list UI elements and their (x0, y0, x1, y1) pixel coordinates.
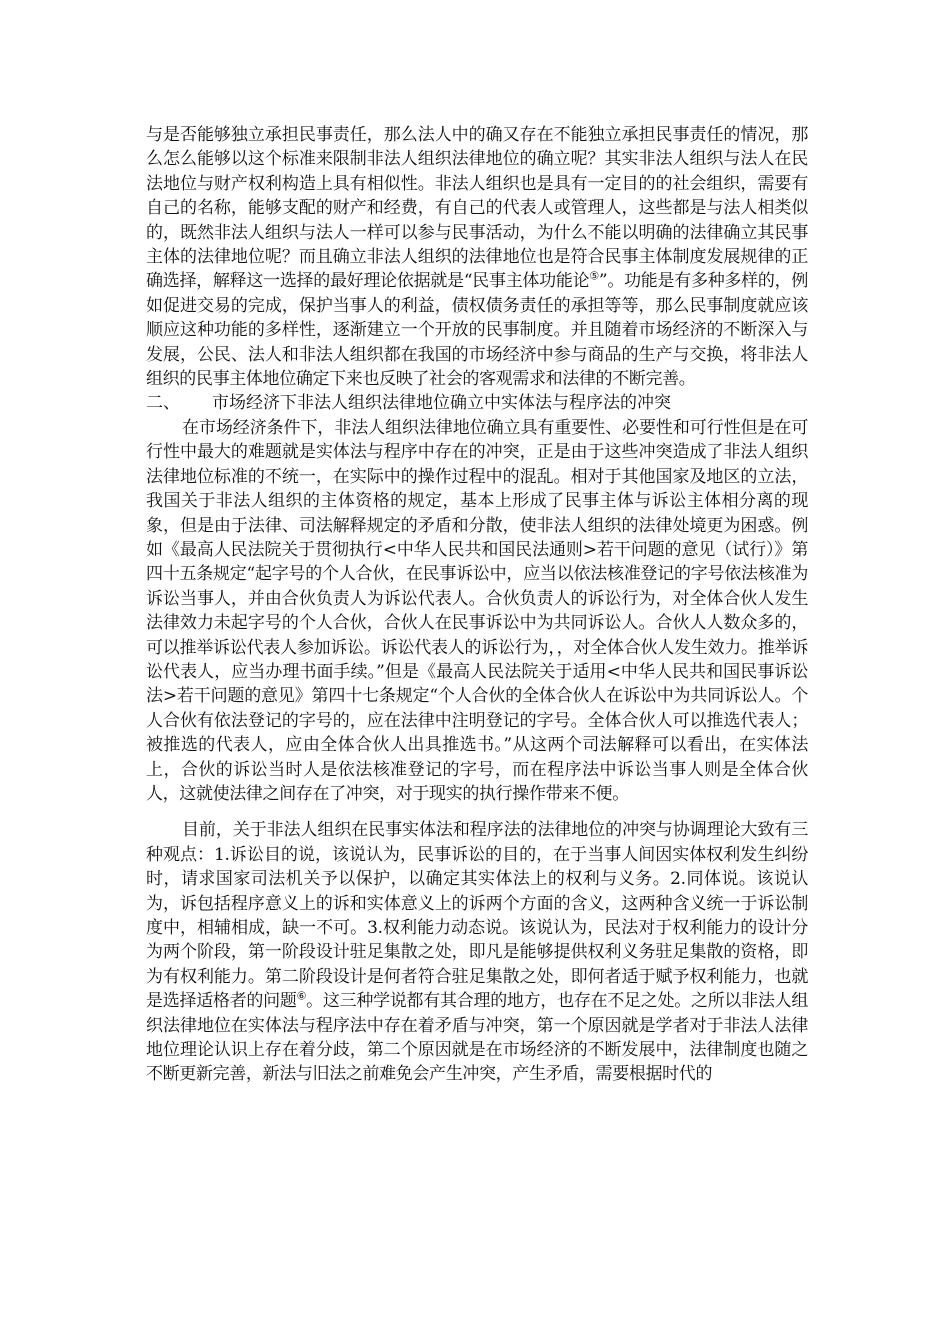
section-heading-2 (146, 391, 808, 415)
paragraph-3 (146, 818, 808, 1086)
paragraph-3-text-a: 目前，关于非法人组织在民事实体法和程序法的法律地位的冲突与协调理论大致有三种观点：1.诉讼目的说，该说认为，民事诉讼的目的，在于当事人间因实体权利发生纠纷时，请求国家司法机关予以保护，以确定其实体法上的权利与义务。2.同体说。该说认为，诉包括程序意义上的诉和实体意义上的诉两个方面的含义，这两种含义统一于诉讼制度中，相辅相成，缺一不可。3.权利能力动态说。该说认为，民法对于权利能力的设计分为两个阶段，第一阶段设计驻足集散之处，即凡是能够提供权利义务驻足集散的资格，即为有权利能力。第二阶段设计是何者符合驻足集散之处，即何者适于赋予权利能力，也就是选择适格者的问题 (146, 820, 808, 1012)
footnote-marker-5: ⑤ (589, 269, 599, 283)
paragraph-spacer (146, 806, 808, 818)
section-title: 市场经济下非法人组织法律地位确立中实体法与程序法的冲突 (212, 393, 671, 414)
section-number: 二、 (146, 393, 180, 414)
paragraph-1-text-a: 与是否能够独立承担民事责任，那么法人中的确又存在不能独立承担民事责任的情况，那么怎么能够以这个标准来限制非法人组织法律地位的确立呢？其实非法人组织与法人在民法地位与财产权利构造上具有相似性。非法人组织也是具有一定目的的社会组织，需要有自己的名称，能够支配的财产和经费，有自己的代表人或管理人，这些都是与法人相类似的，既然非法人组织与法人一样可以参与民事活动，为什么不能以明确的法律确立其民事主体的法律地位呢？而且确立非法人组织的法律地位也是符合民事主体制度发展规律的正确选择，解释这一选择的最好理论依据就是“民事主体功能论 (146, 125, 808, 292)
footnote-marker-6: ⑥ (296, 989, 307, 1003)
document-page (146, 123, 808, 1087)
paragraph-1-text-b: ”。功能是有多种多样的，例如促进交易的完成，保护当事人的利益，债权债务责任的承担等等，那么民事制度就应该顺应这种功能的多样性，逐渐建立一个开放的民事制度。并且随着市场经济的不断深入与发展，公民、法人和非法人组织都在我国的市场经济中参与商品的生产与交换，将非法人组织的民事主体地位确定下来也反映了社会的客观需求和法律的不断完善。 (146, 271, 808, 390)
paragraph-3-text-b: 。这三种学说都有其合理的地方，也存在不足之处。之所以非法人组织法律地位在实体法与程序法中存在着矛盾与冲突，第一个原因就是学者对于非法人法律地位理论认识上存在着分歧，第二个原因就是在市场经济的不断发展中，法律制度也随之不断更新完善，新法与旧法之前难免会产生冲突，产生矛盾，需要根据时代的 (146, 991, 808, 1085)
paragraph-2: 在市场经济条件下，非法人组织法律地位确立具有重要性、必要性和可行性但是在可行性中最大的难题就是实体法与程序中存在的冲突，正是由于这些冲突造成了非法人组织法律地位标准的不统一，在实际中的操作过程中的混乱。相对于其他国家及地区的立法，我国关于非法人组织的主体资格的规定，基本上形成了民事主体与诉讼主体相分离的现象，但是由于法律、司法解释规定的矛盾和分散，使非法人组织的法律处境更为困惑。例如《最高人民法院关于贯彻执行<中华人民共和国民法通则>若干问题的意见（试行）》第四十五条规定“起字号的个人合伙，在民事诉讼中，应当以依法核准登记的字号依法核准为诉讼当事人，并由合伙负责人为诉讼代表人。合伙负责人的诉讼行为，对全体合伙人发生法律效力未起字号的个人合伙，合伙人在民事诉讼中为共同诉讼人。合伙人人数众多的，可以推举诉讼代表人参加诉讼。诉讼代表人的诉讼行为，，对全体合伙人发生效力。推举诉讼代表人，应当办理书面手续。”但是《最高人民法院关于适用<中华人民共和国民事诉讼法>若干问题的意见》第四十七条规定“个人合伙的全体合伙人在诉讼中为共同诉讼人。个人合伙有依法登记的字号的，应在法律中注明登记的字号。全体合伙人可以推选代表人；被推选的代表人，应由全体合伙人出具推选书。”从这两个司法解释可以看出，在实体法上，合伙的诉讼当时人是依法核准登记的字号，而在程序法中诉讼当事人则是全体合伙人，这就使法律之间存在了冲突，对于现实的执行操作带来不便。 (146, 417, 808, 804)
paragraph-1 (146, 123, 808, 391)
